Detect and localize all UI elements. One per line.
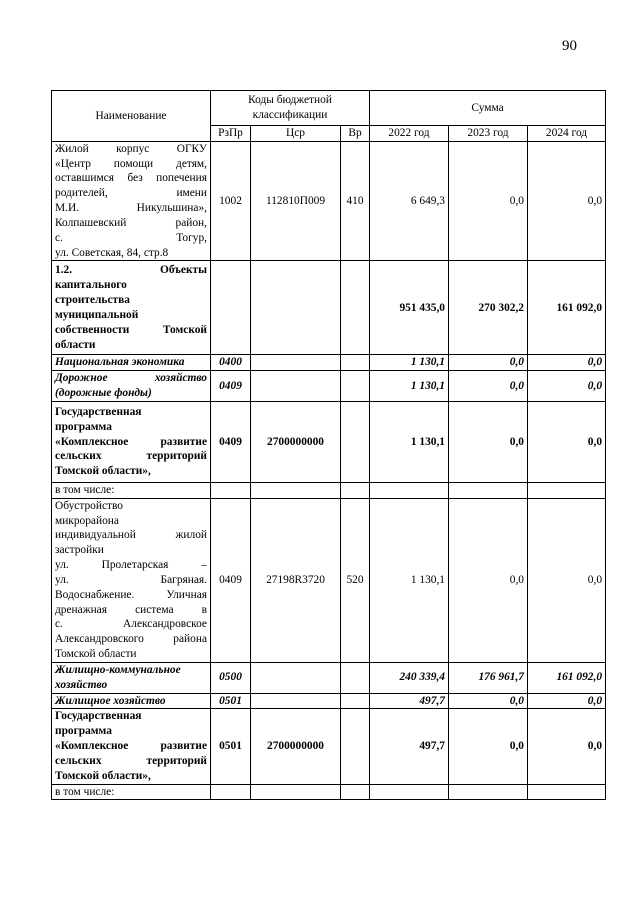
row-rzpr: 1002: [211, 141, 251, 261]
row-name-line: (дорожные фонды): [55, 387, 152, 400]
row-name-line: Водоснабжение. Уличная: [55, 588, 207, 601]
table-row: [52, 784, 606, 800]
row-name: [52, 141, 211, 261]
row-name-line: сельских территорий: [55, 754, 207, 767]
row-vr: [341, 482, 370, 498]
table-row: [52, 709, 606, 784]
row-sum-2024: 161 092,0: [528, 261, 606, 355]
row-vr: [341, 401, 370, 482]
table-row: [52, 261, 606, 355]
row-name-line: оставшимся без попечения: [55, 172, 207, 185]
row-sum-2022: 1 130,1: [370, 401, 449, 482]
row-sum-2023: 176 961,7: [449, 662, 528, 693]
row-sum-2023: 0,0: [449, 355, 528, 371]
row-name-line: Жилищно-коммунальное: [55, 663, 181, 676]
table-row: [52, 482, 606, 498]
row-name-line: Томской области»,: [55, 769, 151, 782]
row-name-line: «Комплексное развитие: [55, 740, 207, 753]
row-csr: 2700000000: [251, 709, 341, 784]
row-rzpr: 0500: [211, 662, 251, 693]
row-sum-2023: 0,0: [449, 709, 528, 784]
header-rzpr: РзПр: [211, 126, 251, 142]
row-name-line: Жилищное хозяйство: [55, 694, 166, 707]
table-row: [52, 401, 606, 482]
row-name-line: капитального: [55, 279, 127, 292]
row-sum-2022: 1 130,1: [370, 498, 449, 662]
row-vr: [341, 784, 370, 800]
row-name-line: строительства: [55, 294, 130, 307]
row-name-line: «Комплексное развитие: [55, 435, 207, 448]
header-sum: Сумма: [370, 91, 606, 126]
row-sum-2022: 497,7: [370, 693, 449, 709]
header-2022: 2022 год: [370, 126, 449, 142]
row-name-line: области: [55, 338, 96, 351]
row-rzpr: [211, 784, 251, 800]
row-rzpr: 0501: [211, 709, 251, 784]
row-name-line: 1.2. Объекты: [55, 264, 207, 277]
row-rzpr: 0400: [211, 355, 251, 371]
row-name: [52, 371, 211, 402]
row-csr: 27198R3720: [251, 498, 341, 662]
row-sum-2024: 0,0: [528, 355, 606, 371]
row-name-line: ул. Советская, 84, стр.8: [55, 246, 169, 259]
row-name-line: Государственная: [55, 710, 142, 723]
row-rzpr: 0501: [211, 693, 251, 709]
row-name-line: микрорайона: [55, 514, 119, 527]
table-row: [52, 355, 606, 371]
row-name: [52, 261, 211, 355]
header-codes: Коды бюджетной классификации: [211, 91, 370, 126]
row-csr: [251, 784, 341, 800]
row-name-line: Александровского района: [55, 633, 207, 646]
row-sum-2024: 0,0: [528, 498, 606, 662]
row-sum-2023: 270 302,2: [449, 261, 528, 355]
row-name-line: родителей, имени: [55, 187, 207, 200]
row-csr: [251, 662, 341, 693]
row-name-line: в том числе:: [55, 785, 115, 798]
row-vr: [341, 662, 370, 693]
row-sum-2022: 1 130,1: [370, 355, 449, 371]
table-body: [52, 141, 606, 800]
header-2024: 2024 год: [528, 126, 606, 142]
row-csr: [251, 261, 341, 355]
budget-table: [51, 90, 606, 800]
row-sum-2024: 0,0: [528, 693, 606, 709]
row-rzpr: [211, 261, 251, 355]
row-sum-2022: [370, 784, 449, 800]
row-sum-2023: [449, 482, 528, 498]
row-name-line: программа: [55, 725, 112, 738]
row-sum-2022: 240 339,4: [370, 662, 449, 693]
row-name-line: муниципальной: [55, 308, 139, 321]
header-name: Наименование: [52, 91, 211, 142]
row-vr: [341, 355, 370, 371]
row-sum-2024: [528, 784, 606, 800]
row-name-line: Государственная: [55, 405, 142, 418]
row-sum-2022: 1 130,1: [370, 371, 449, 402]
row-name-line: Жилой корпус ОГКУ: [55, 142, 207, 155]
row-sum-2023: 0,0: [449, 371, 528, 402]
row-name-line: Национальная экономика: [55, 356, 185, 369]
row-name-line: с. Тогур,: [55, 231, 207, 244]
header-csr: Цср: [251, 126, 341, 142]
row-name-line: программа: [55, 420, 112, 433]
row-name: [52, 355, 211, 371]
row-rzpr: 0409: [211, 401, 251, 482]
row-name-line: дренажная система в: [55, 603, 207, 616]
table-row: [52, 498, 606, 662]
row-name: [52, 498, 211, 662]
row-csr: [251, 371, 341, 402]
row-vr: 410: [341, 141, 370, 261]
row-sum-2022: 6 649,3: [370, 141, 449, 261]
row-vr: [341, 709, 370, 784]
row-name-line: Колпашевский район,: [55, 216, 207, 229]
row-name-line: Обустройство: [55, 499, 123, 512]
row-name-line: сельских территорий: [55, 450, 207, 463]
row-sum-2024: 0,0: [528, 371, 606, 402]
row-csr: [251, 482, 341, 498]
row-name-line: собственности Томской: [55, 323, 207, 336]
row-name-line: ул. Пролетарская –: [55, 559, 207, 572]
header-row-1: [52, 91, 606, 126]
row-name: [52, 784, 211, 800]
row-name: [52, 401, 211, 482]
row-sum-2023: 0,0: [449, 693, 528, 709]
row-csr: [251, 693, 341, 709]
row-rzpr: 0409: [211, 498, 251, 662]
row-name-line: с. Александровское: [55, 618, 207, 631]
row-name-line: ул. Багряная.: [55, 573, 207, 586]
row-rzpr: [211, 482, 251, 498]
header-2023: 2023 год: [449, 126, 528, 142]
row-name: [52, 482, 211, 498]
row-name: [52, 709, 211, 784]
row-sum-2024: 0,0: [528, 401, 606, 482]
row-sum-2024: 0,0: [528, 141, 606, 261]
table-row: [52, 141, 606, 261]
row-name-line: Томской области: [55, 648, 137, 661]
row-vr: [341, 693, 370, 709]
header-vr: Вр: [341, 126, 370, 142]
row-name: [52, 662, 211, 693]
row-sum-2024: 0,0: [528, 709, 606, 784]
row-name-line: в том числе:: [55, 483, 115, 496]
row-name: [52, 693, 211, 709]
row-csr: 112810П009: [251, 141, 341, 261]
table-row: [52, 371, 606, 402]
page-number: 90: [562, 38, 577, 54]
row-name-line: Томской области»,: [55, 465, 151, 478]
row-rzpr: 0409: [211, 371, 251, 402]
row-name-line: М.И. Никульшина»,: [55, 202, 207, 215]
row-csr: 2700000000: [251, 401, 341, 482]
row-vr: [341, 371, 370, 402]
row-sum-2023: 0,0: [449, 498, 528, 662]
row-sum-2022: [370, 482, 449, 498]
row-sum-2023: 0,0: [449, 401, 528, 482]
row-csr: [251, 355, 341, 371]
row-sum-2024: 161 092,0: [528, 662, 606, 693]
row-sum-2023: 0,0: [449, 141, 528, 261]
table-row: [52, 693, 606, 709]
row-sum-2023: [449, 784, 528, 800]
row-sum-2022: 497,7: [370, 709, 449, 784]
table-row: [52, 662, 606, 693]
row-name-line: индивидуальной жилой: [55, 529, 207, 542]
row-name-line: Дорожное хозяйство: [55, 372, 207, 385]
row-name-line: застройки: [55, 544, 104, 557]
row-name-line: «Центр помощи детям,: [55, 157, 207, 170]
row-vr: [341, 261, 370, 355]
row-name-line: хозяйство: [55, 678, 108, 691]
row-sum-2024: [528, 482, 606, 498]
row-sum-2022: 951 435,0: [370, 261, 449, 355]
row-vr: 520: [341, 498, 370, 662]
